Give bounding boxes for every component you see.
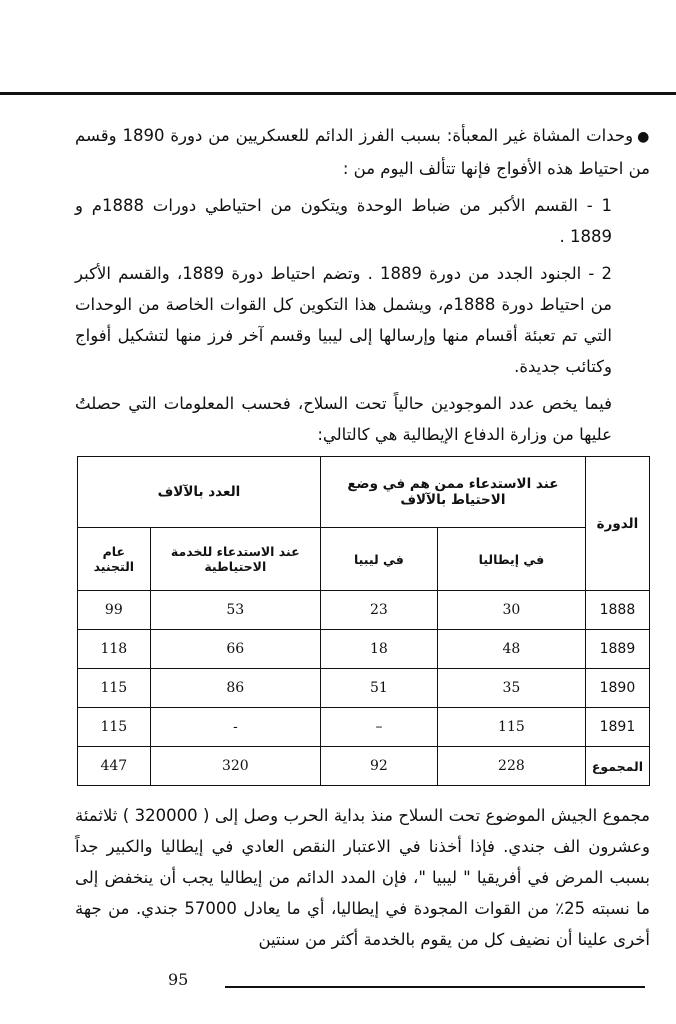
cell-cycle: 1889: [585, 630, 649, 669]
header-recall-reserve: عند الاستدعاء للخدمة الاحتياطية: [150, 528, 320, 591]
table-row: [78, 591, 650, 630]
cell-conscription: 447: [78, 747, 151, 786]
bullet-icon: ●: [637, 129, 650, 145]
cell-recall: 53: [150, 591, 320, 630]
paragraph-intro-table: فيما يخص عدد الموجودين حالياً تحت السلاح، فحسب المعلومات التي حصلتُ عليها من وزارة الدفاع الإيطالية هي كالتالي:: [75, 394, 612, 444]
cell-cycle: 1890: [585, 669, 649, 708]
cell-conscription: 118: [78, 630, 151, 669]
top-rule: [0, 92, 676, 95]
cell-libya: 92: [320, 747, 437, 786]
cell-conscription: 115: [78, 708, 151, 747]
cell-italy: 228: [437, 747, 585, 786]
cell-italy: 115: [437, 708, 585, 747]
table-row: [78, 630, 650, 669]
header-reserve-group: عند الاستدعاء ممن هم في وضع الاحتياط بالآلاف: [320, 457, 585, 528]
page-number: 95: [168, 970, 189, 989]
cell-libya: 51: [320, 669, 437, 708]
cell-cycle: 1888: [585, 591, 649, 630]
footer-rule: [225, 986, 645, 988]
header-cycle: الدورة: [585, 457, 649, 591]
cell-recall: 66: [150, 630, 320, 669]
cell-total-label: المجموع: [585, 747, 649, 786]
paragraph-infantry-units: [75, 120, 650, 184]
paragraph-text: وحدات المشاة غير المعبأة: بسبب الفرز الدائم للعسكريين من دورة 1890 وقسم من احتياط هذه الأفواج فإنها تتألف اليوم من :: [75, 126, 650, 178]
table-row-total: [78, 747, 650, 786]
cell-italy: 48: [437, 630, 585, 669]
paragraph-item-2: 2 - الجنود الجدد من دورة 1889 . وتضم احتياط دورة 1889، والقسم الأكبر من احتياط دورة 1888م، ويشمل هذا التكوين كل القوات الخاصة من الوحدات التي تم تعبئة أقسام منها وإرسالها إلى ليبيا وقسم آخر فرز منها لتشكيل أفواج وكتائب جديدة.: [75, 264, 613, 376]
header-count-group: العدد بالآلاف: [78, 457, 321, 528]
cell-italy: 35: [437, 669, 585, 708]
cell-recall: 86: [150, 669, 320, 708]
cell-libya: –: [320, 708, 437, 747]
cell-cycle: 1891: [585, 708, 649, 747]
cell-recall: 320: [150, 747, 320, 786]
page-body: [75, 120, 650, 961]
table-row: [78, 669, 650, 708]
cell-libya: 23: [320, 591, 437, 630]
paragraph-item-1: 1 - القسم الأكبر من ضباط الوحدة ويتكون من احتياطي دورات 1888م و 1889 .: [75, 196, 612, 246]
header-conscription-year: عام التجنيد: [78, 528, 151, 591]
paragraph-army-total: مجموع الجيش الموضوع تحت السلاح منذ بداية الحرب وصل إلى ( 320000 ) ثلاثمئة وعشرون الف جندي. فإذا أخذنا في الاعتبار النقص العادي في إيطاليا والكبير جداً بسبب المرض في أفريقيا " ليبيا "، فإن المدد الدائم من إيطاليا يجب أن ينخفض إلى ما نسبته 25٪ من القوات المجودة في إيطاليا، أي ما يعادل 57000 جندي. من جهة أخرى علينا أن نضيف كل من يقوم بالخدمة أكثر من سنتين: [75, 806, 650, 949]
cell-italy: 30: [437, 591, 585, 630]
cell-recall: -: [150, 708, 320, 747]
header-libya: في ليبيا: [320, 528, 437, 591]
header-italy: في إيطاليا: [437, 528, 585, 591]
cell-conscription: 115: [78, 669, 151, 708]
troops-table: [77, 456, 650, 786]
cell-libya: 18: [320, 630, 437, 669]
table-row: [78, 708, 650, 747]
cell-conscription: 99: [78, 591, 151, 630]
